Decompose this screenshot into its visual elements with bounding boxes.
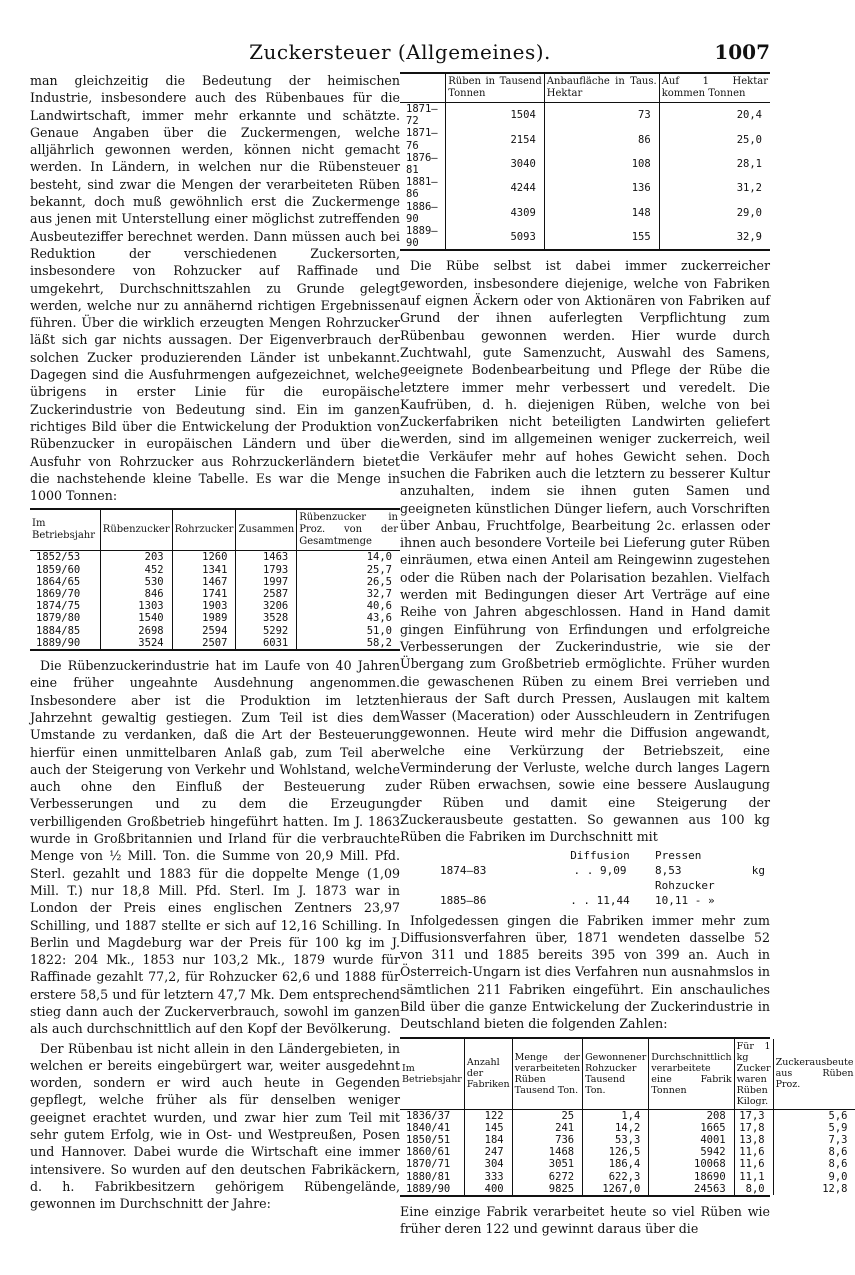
col-header: Im Betriebsjahr — [400, 1039, 464, 1110]
table-cell: 3206 — [236, 600, 297, 612]
table-cell: 1889/90 — [36, 636, 81, 649]
table-row — [400, 152, 770, 176]
table-cell: 5093 — [446, 225, 545, 249]
table-cell: 203 — [100, 551, 172, 564]
table-cell: 18690 — [649, 1171, 734, 1183]
table-cell: 1836/37 — [406, 1109, 451, 1122]
table-cell: 11,6 — [734, 1158, 773, 1170]
yield-pressen: 10,11 - » — [655, 893, 715, 907]
yield-row — [400, 863, 770, 893]
col-header: Rübenzucker — [100, 510, 172, 551]
yield-col-label: Pressen — [655, 848, 702, 862]
table-row — [400, 103, 770, 128]
table-cell: 11,1 — [734, 1171, 773, 1183]
table-cell: 1871—76 — [406, 127, 438, 152]
table-row — [400, 127, 770, 151]
table-cell: 1860/61 — [406, 1146, 451, 1159]
table-row — [30, 600, 400, 612]
table-cell: 5,9 — [773, 1122, 855, 1134]
table-cell: 31,2 — [659, 176, 770, 200]
col-header: Anbaufläche in Taus. Hektar — [544, 74, 659, 103]
paragraph: Eine einzige Fabrik verarbeitet heute so viel Rüben wie früher deren 122 und gewinnt daraus über die — [400, 1204, 770, 1237]
table-cell: 20,4 — [659, 103, 770, 128]
table-cell: 1869/70 — [36, 588, 81, 601]
paragraph: man gleichzeitig die Bedeutung der heimischen Industrie, insbesondere auch des Rübenbaues für die Landwirtschaft, immer mehr erkannte und schätzte. Genaue Angaben über die Zuckermengen, welche alljährlich gewonnen werden, können nicht gemacht werden. In Ländern, in welchen nur die Rübensteuer besteht, sind zwar die Mengen der verarbeiteten Rüben bekannt, doch muß gewöhnlich erst die Zuckermenge aus jenen mit Unterstellung einer möglichst zutreffenden Ausbeuteziffer berechnet werden. Dann müssen auch bei Reduktion der verschiedenen Zuckersorten, insbesondere von Rohzucker auf Raffinade und umgekehrt, Durchschnittszahlen zu Grunde gelegt werden, welche nur zu annähernd richtigen Ergebnissen führen. Über die wirklich erzeugten Mengen Rohrzucker läßt sich gar nichts aussagen. Der Eigenverbrauch der solchen Zucker produzierenden Länder ist unbekannt. Dagegen sind die Ausfuhrmengen aufgezeichnet, welche übrigens in erster Linie für die europäische Zuckerindustrie von Bedeutung sind. Ein im ganzen richtiges Bild über die Entwickelung der Produktion von Rübenzucker in europäischen Ländern und über die Ausfuhr von Rohrzucker aus Rohrzuckerländern bietet die nachstehende kleine Tabelle. Es war die Menge in 1000 Tonnen: — [30, 73, 400, 504]
table-cell: 8,6 — [773, 1158, 855, 1170]
table-row — [400, 1134, 855, 1146]
table-cell: 1467 — [172, 576, 236, 588]
page-header — [30, 40, 770, 68]
table-cell: 1303 — [100, 600, 172, 612]
table-header-row — [400, 1039, 855, 1110]
table-cell: 1989 — [172, 612, 236, 624]
col-header: Rüben in Tausend Tonnen — [446, 74, 545, 103]
table-cell: 400 — [464, 1183, 512, 1195]
right-column — [400, 72, 854, 1240]
table-row — [400, 1146, 855, 1158]
table-cell: 5942 — [649, 1146, 734, 1158]
table-cell: 1879/80 — [36, 612, 81, 625]
table-cell: 4309 — [446, 201, 545, 225]
table-cell: 1881—86 — [406, 176, 438, 201]
table-cell: 136 — [544, 176, 659, 200]
table-cell: 2698 — [100, 625, 172, 637]
table-cell: 6031 — [236, 637, 297, 649]
table-cell: 11,6 — [734, 1146, 773, 1158]
paragraph: Die Rübe selbst ist dabei immer zuckerreicher geworden, insbesondere diejenige, welche von Fabriken auf eignen Äckern oder von Aktionären von Fabriken auf Grund der ihnen auferlegten Verpflichtung zum Rübenbau gewonnen werden. Hier wurde durch Zuchtwahl, gute Samenzucht, Auswahl des Samens, geeignete Bodenbearbeitung und Pflege der Rübe die letztere immer mehr verbessert und veredelt. Die Kaufrüben, d. h. diejenigen Rüben, welche von bei Zuckerfabriken nicht beteiligten Landwirten geliefert werden, sind im allgemeinen weniger zuckerreich, weil die Verkäufer mehr auf hohes Gewicht sehen. Doch suchen die Fabriken auch die letztern zu besserer Kultur anzuhalten, indem sie ihnen guten Samen und geeigneten künstlichen Dünger liefern, auch Vorschriften über Anbau, Fruchtfolge, Bearbeitung 2c. erlassen oder ihnen auch besondere Vorteile bei Lieferung guter Rüben einräumen, etwa einen Anteil am Reingewinn zugestehen oder die Rüben nach der Polarisation bezahlen. Vielfach werden mit Bedingungen dieser Art Verträge auf eine Reihe von Jahren abgeschlossen. Hand in Hand damit gingen Einführung von Erfindungen und erfolgreiche Verbesserungen der Zuckerindustrie, wie sie der Übergang zum Großbetrieb ermöglichte. Früher wurden die gewaschenen Rüben zu einem Brei verrieben und hieraus der Saft durch Pressen, Auslaugen mit kaltem Wasser (Maceration) oder Ausschleudern in Zentrifugen gewonnen. Heute wird mehr die Diffusion angewandt, welche eine Verkürzung der Betriebszeit, eine Verminderung der Verluste, welche durch langes Lagern der Rüben erwachsen, sowie eine bessere Auslaugung der Rüben und damit eine Steigerung der Zuckerausbeute gestatten. So gewannen aus 100 kg Rüben die Fabriken im Durchschnitt mit — [400, 258, 770, 845]
table-cell: 1889—90 — [406, 225, 438, 250]
col-header: Zusammen — [236, 510, 297, 551]
col-header: Auf 1 Hektar kommen Tonnen — [659, 74, 770, 103]
table-row — [30, 625, 400, 637]
col-header: Im Betriebsjahr — [30, 510, 100, 551]
table-cell: 1540 — [100, 612, 172, 624]
yield-header-row — [400, 848, 770, 863]
table-cell: 1884/85 — [36, 624, 81, 637]
paragraph: Infolgedessen gingen die Fabriken immer mehr zum Diffusionsverfahren über, 1871 wendeten dasselbe 52 von 311 und 1885 bereits 395 von 399 an. Auch in Österreich-Ungarn ist dies Verfahren nun ausnahmslos in sämtlichen 211 Fabriken eingeführt. Ein anschauliches Bild über die ganze Entwickelung der Zuckerindustrie in Deutschland bieten die folgenden Zahlen: — [400, 912, 770, 1032]
table-cell: 1463 — [236, 551, 297, 564]
table-cell: 4244 — [446, 176, 545, 200]
table-cell: 53,3 — [583, 1134, 649, 1146]
col-header: Für 1 kg Zucker waren Rüben Kilogr. — [734, 1039, 773, 1110]
table-cell: 9,0 — [773, 1171, 855, 1183]
table-cell: 1840/41 — [406, 1121, 451, 1134]
table-cell: 186,4 — [583, 1158, 649, 1170]
table-row — [30, 637, 400, 649]
table-cell: 25,7 — [297, 564, 400, 576]
table-cell: 1504 — [446, 103, 545, 128]
table-cell: 14,2 — [583, 1122, 649, 1134]
table-row — [400, 176, 770, 200]
table-header-row — [30, 510, 400, 551]
table-cell: 13,8 — [734, 1134, 773, 1146]
table-cell: 1874/75 — [36, 600, 81, 613]
table-cell: 26,5 — [297, 576, 400, 588]
table-cell: 622,3 — [583, 1171, 649, 1183]
table-cell: 6272 — [512, 1171, 582, 1183]
table-cell: 1665 — [649, 1122, 734, 1134]
table-cell: 1864/65 — [36, 575, 81, 588]
col-header: Durchschnittlich verarbeitete eine Fabrik Tonnen — [649, 1039, 734, 1110]
table-cell: 184 — [464, 1134, 512, 1146]
table-cell: 1880/81 — [406, 1170, 451, 1183]
table-cell: 29,0 — [659, 201, 770, 225]
table-cell: 3051 — [512, 1158, 582, 1170]
table-cell: 3524 — [100, 637, 172, 649]
table-row — [400, 1109, 855, 1122]
table-cell: 10068 — [649, 1158, 734, 1170]
col-header: Rohrzucker — [172, 510, 236, 551]
table-row — [400, 1158, 855, 1170]
table-cell: 2587 — [236, 588, 297, 600]
table-cell: 28,1 — [659, 152, 770, 176]
table-cell: 40,6 — [297, 600, 400, 612]
table-cell: 1859/60 — [36, 563, 81, 576]
table-cell: 208 — [649, 1109, 734, 1122]
table-cell: 108 — [544, 152, 659, 176]
table-cell: 155 — [544, 225, 659, 249]
table-cell: 1793 — [236, 564, 297, 576]
table-cell: 304 — [464, 1158, 512, 1170]
table-cell: 5292 — [236, 625, 297, 637]
table-cell: 530 — [100, 576, 172, 588]
paragraph: Die Rübenzuckerindustrie hat im Laufe von 40 Jahren eine früher ungeahnte Ausdehnung angenommen. Insbesondere aber ist die Produktion im letzten Jahrzehnt gewaltig gestiegen. Zum Teil ist dies dem Umstande zu verdanken, daß die Art der Besteuerung hierfür einen unmittelbaren Anlaß gab, zum Teil aber auch der Steigerung von Verkehr und Wohlstand, welche auch ohne den Einfluß der Besteuerung zu Verbesserungen und zu dem die Erzeugung verbilligenden Großbetrieb hingeführt hatten. Im J. 1863 wurde in Großbritannien und Irland für die verbrauchte Menge von ½ Mill. Ton. die Summe von 20,9 Mill. Pfd. Sterl. gezahlt und 1883 für die doppelte Menge (1,09 Mill. T.) nur 18,8 Mill. Pfd. Sterl. Im J. 1873 war in London der Preis eines englischen Zentners 23,97 Schilling, und 1887 stellte er sich auf 12,16 Schilling. In Berlin und Magdeburg war der Preis für 100 kg im J. 1822: 204 Mk., 1853 nur 103,2 Mk., 1879 wurde für Raffinade gezahlt 77,2, für Rohzucker 62,6 und 1888 für erstere 58,5 und für letztern 47,7 Mk. Dem entsprechend stieg dann auch der Zuckerverbrauch, sowohl im ganzen als auch durchschnittlich auf den Kopf der Bevölkerung. — [30, 658, 400, 1037]
col-header: Menge der verarbeiteten Rüben Tausend Ton. — [512, 1039, 582, 1110]
beet-yield-table — [400, 72, 770, 251]
table-cell: 2507 — [172, 637, 236, 649]
table-cell: 2154 — [446, 127, 545, 151]
table-cell: 247 — [464, 1146, 512, 1158]
german-industry-table — [400, 1037, 854, 1197]
table-cell: 8,0 — [734, 1183, 773, 1195]
table-cell: 25,0 — [659, 127, 770, 151]
table-cell: 58,2 — [297, 637, 400, 649]
col-header: Anzahl der Fabriken — [464, 1039, 512, 1110]
table-cell: 14,0 — [297, 551, 400, 564]
table-row — [400, 1171, 855, 1183]
table-cell: 3528 — [236, 612, 297, 624]
table-row — [400, 1183, 855, 1195]
table-cell: 17,3 — [734, 1109, 773, 1122]
table-cell: 32,7 — [297, 588, 400, 600]
table-row — [400, 1122, 855, 1134]
yield-col-label: Diffusion — [570, 848, 630, 862]
col-header — [400, 74, 446, 103]
col-header: Zuckerausbeute aus Rüben Proz. — [773, 1039, 855, 1110]
yield-diffusion: . . 9,09 — [573, 863, 627, 877]
table-row — [30, 612, 400, 624]
table-cell: 1,4 — [583, 1109, 649, 1122]
table-row — [30, 588, 400, 600]
yield-row — [400, 893, 770, 908]
table-cell: 7,3 — [773, 1134, 855, 1146]
table-cell: 1870/71 — [406, 1158, 451, 1171]
table-cell: 1876—81 — [406, 151, 438, 177]
table-cell: 43,6 — [297, 612, 400, 624]
table-row — [30, 564, 400, 576]
table-cell: 1997 — [236, 576, 297, 588]
table-row — [30, 576, 400, 588]
table-cell: 25 — [512, 1109, 582, 1122]
table-cell: 24563 — [649, 1183, 734, 1195]
table-row — [400, 225, 770, 249]
table-cell: 3040 — [446, 152, 545, 176]
table-cell: 333 — [464, 1171, 512, 1183]
col-header: Gewonnener Rohzucker Tausend Ton. — [583, 1039, 649, 1110]
table-cell: 4001 — [649, 1134, 734, 1146]
table-cell: 145 — [464, 1122, 512, 1134]
table-cell: 1903 — [172, 600, 236, 612]
table-cell: 1852/53 — [36, 551, 81, 564]
yield-period: 1874—83 — [440, 863, 487, 877]
table-cell: 126,5 — [583, 1146, 649, 1158]
table-cell: 241 — [512, 1122, 582, 1134]
table-cell: 736 — [512, 1134, 582, 1146]
table-cell: 12,8 — [773, 1183, 855, 1195]
table-cell: 846 — [100, 588, 172, 600]
table-cell: 5,6 — [773, 1109, 855, 1122]
diffusion-yield-block — [400, 848, 770, 908]
table-cell: 8,6 — [773, 1146, 855, 1158]
table-cell: 452 — [100, 564, 172, 576]
table-cell: 51,0 — [297, 625, 400, 637]
table-cell: 1341 — [172, 564, 236, 576]
page-number: 1007 — [714, 40, 770, 64]
col-header: Rübenzucker in Proz. von der Gesamtmenge — [297, 510, 400, 551]
table-row — [400, 201, 770, 225]
table-cell: 1260 — [172, 551, 236, 564]
left-column — [30, 72, 400, 1215]
table-cell: 1468 — [512, 1146, 582, 1158]
table-cell: 122 — [464, 1109, 512, 1122]
table-cell: 1267,0 — [583, 1183, 649, 1195]
table-cell: 86 — [544, 127, 659, 151]
paragraph: Der Rübenbau ist nicht allein in den Ländergebieten, in welchen er bereits eingebürgert war, weiter ausgedehnt worden, sondern er wird auch heute in Gegenden gepflegt, welche früher als für denselben weniger geeignet erachtet wurden, und zwar hier zum Teil mit sehr gutem Erfolg, wie in Ost- und Westpreußen, Posen und Hannover. Dabei wurde die Wirtschaft eine immer intensivere. So wurden auf den deutschen Fabrikäckern, d. h. Fabrikbesitzern gehörigem Rübengelände, gewonnen im Durchschnitt der Jahre: — [30, 1040, 400, 1212]
table-header-row — [400, 74, 770, 103]
production-table — [30, 508, 400, 651]
yield-diffusion: . . 11,44 — [570, 893, 630, 907]
table-cell: 32,9 — [659, 225, 770, 249]
table-cell: 17,8 — [734, 1122, 773, 1134]
table-row — [30, 551, 400, 564]
running-title: Zuckersteuer (Allgemeines). — [249, 40, 551, 64]
table-cell: 2594 — [172, 625, 236, 637]
table-cell: 148 — [544, 201, 659, 225]
table-cell: 1889/90 — [406, 1182, 451, 1195]
table-cell: 1886—90 — [406, 200, 438, 225]
table-cell: 9825 — [512, 1183, 582, 1195]
table-cell: 1741 — [172, 588, 236, 600]
table-cell: 1871—72 — [406, 103, 438, 128]
yield-period: 1885—86 — [440, 893, 487, 907]
table-cell: 1850/51 — [406, 1134, 451, 1147]
yield-pressen: 8,53 kg Rohzucker — [655, 863, 765, 892]
table-cell: 73 — [544, 103, 659, 128]
